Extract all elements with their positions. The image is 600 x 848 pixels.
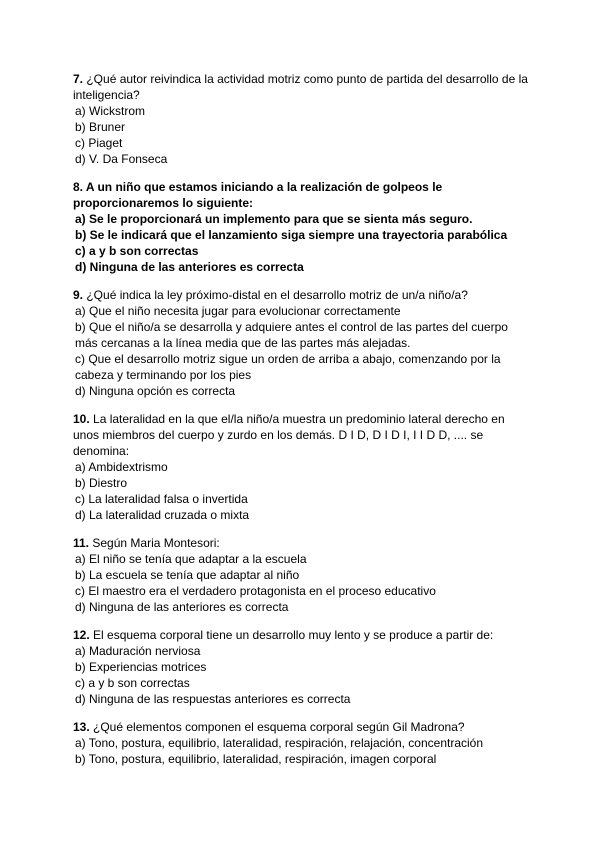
question-stem	[73, 719, 528, 735]
option-d: d) Ninguna de las anteriores es correcta	[75, 600, 289, 614]
option-d: d) La lateralidad cruzada o mixta	[75, 508, 250, 522]
question-stem	[73, 627, 528, 643]
option-a: a) Ambidextrismo	[75, 460, 168, 474]
question-number: 13.	[73, 720, 90, 734]
question-number: 9.	[73, 288, 84, 302]
question-9	[73, 287, 528, 399]
option-a: a) Maduración nerviosa	[75, 644, 201, 658]
option-d: d) Ninguna de las respuestas anteriores es correcta	[75, 692, 351, 706]
option-b: b) Diestro	[75, 476, 128, 490]
option-c: c) a y b son correctas	[75, 244, 199, 258]
question-13	[73, 719, 528, 767]
question-stem	[73, 535, 528, 551]
question-8	[73, 179, 528, 275]
question-text: La lateralidad en la que el/la niño/a muestra un predominio lateral derecho en unos miembros del cuerpo y zurdo en los demás. D I D, D I D I, I I D D, .... se denomina:	[73, 412, 505, 458]
question-stem	[73, 179, 528, 211]
question-stem	[73, 411, 528, 459]
option-c: c) Que el desarrollo motriz sigue un orden de arriba a abajo, comenzando por la cabeza y terminando por los pies	[75, 352, 501, 382]
question-number: 7.	[73, 72, 84, 86]
question-number: 11.	[73, 536, 90, 550]
question-text: El esquema corporal tiene un desarrollo muy lento y se produce a partir de:	[89, 628, 494, 642]
question-12	[73, 627, 528, 707]
question-text: ¿Qué autor reivindica la actividad motriz como punto de partida del desarrollo de la inteligencia?	[73, 72, 528, 102]
option-a: a) Wickstrom	[75, 104, 145, 118]
question-7	[73, 71, 528, 167]
question-text: ¿Qué indica la ley próximo-distal en el desarrollo motriz de un/a niño/a?	[83, 288, 468, 302]
question-11	[73, 535, 528, 615]
option-d: d) Ninguna de las anteriores es correcta	[75, 260, 304, 274]
question-number: 8.	[73, 180, 84, 194]
question-number: 10.	[73, 412, 90, 426]
option-b: b) Se le indicará que el lanzamiento siga siempre una trayectoria parabólica	[75, 228, 508, 242]
option-b: b) Que el niño/a se desarrolla y adquiere antes el control de las partes del cuerpo más cercanas a la línea media que de las partes más alejadas.	[75, 320, 508, 350]
question-text: Según Maria Montesori:	[89, 536, 220, 550]
question-10	[73, 411, 528, 523]
option-a: a) Se le proporcionará un implemento para que se sienta más seguro.	[75, 212, 473, 226]
option-d: d) V. Da Fonseca	[75, 152, 168, 166]
question-stem	[73, 71, 528, 103]
option-b: b) La escuela se tenía que adaptar al niño	[75, 568, 300, 582]
question-text: ¿Qué elementos componen el esquema corporal según Gil Madrona?	[89, 720, 465, 734]
option-c: c) Piaget	[75, 136, 123, 150]
option-c: c) La lateralidad falsa o invertida	[75, 492, 248, 506]
option-a: a) Tono, postura, equilibrio, lateralidad, respiración, relajación, concentración	[75, 736, 484, 750]
option-c: c) El maestro era el verdadero protagonista en el proceso educativo	[75, 584, 436, 598]
option-a: a) Que el niño necesita jugar para evolucionar correctamente	[75, 304, 401, 318]
question-text: A un niño que estamos iniciando a la realización de golpeos le proporcionaremos lo siguiente:	[73, 180, 443, 210]
option-c: c) a y b son correctas	[75, 676, 190, 690]
question-stem	[73, 287, 528, 303]
question-number: 12.	[73, 628, 90, 642]
option-b: b) Bruner	[75, 120, 126, 134]
option-b: b) Experiencias motrices	[75, 660, 207, 674]
option-a: a) El niño se tenía que adaptar a la escuela	[75, 552, 307, 566]
option-b: b) Tono, postura, equilibrio, lateralidad, respiración, imagen corporal	[75, 752, 437, 766]
option-d: d) Ninguna opción es correcta	[75, 384, 236, 398]
